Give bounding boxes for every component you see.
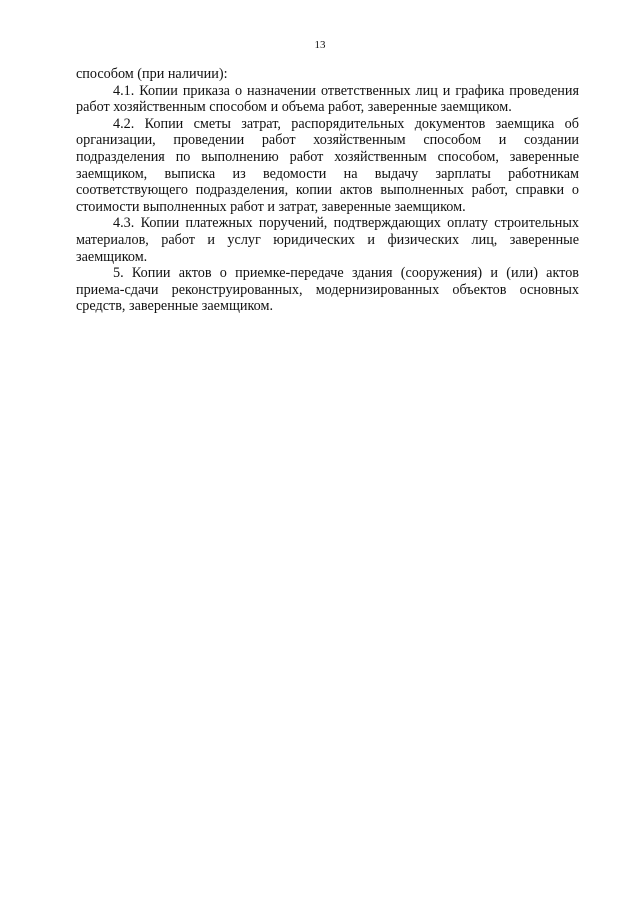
paragraph-4-1: 4.1. Копии приказа о назначении ответственных лиц и графика проведения работ хозяйственным способом и объема работ, заверенные заемщиком. <box>76 82 579 116</box>
paragraph-4-2: 4.2. Копии сметы затрат, распорядительных документов заемщика об организации, проведении работ хозяйственным способом и создании подразделения по выполнению работ хозяйственным способом, заверенные заемщиком, выписка из ведомости на выдачу зарплаты работникам соответствующего подразделения, копии актов выполненных работ, справки о стоимости выполненных работ и затрат, заверенные заемщиком. <box>76 115 579 215</box>
paragraph-5: 5. Копии актов о приемке-передаче здания (сооружения) и (или) актов приема-сдачи реконструированных, модернизированных объектов основных средств, заверенные заемщиком. <box>76 265 579 315</box>
page-number: 13 <box>314 39 326 51</box>
paragraph-4-3: 4.3. Копии платежных поручений, подтверждающих оплату строительных материалов, работ и услуг юридических и физических лиц, заверенные заемщиком. <box>76 215 579 265</box>
document-body <box>76 66 579 315</box>
paragraph-continuation: способом (при наличии): <box>76 66 228 82</box>
